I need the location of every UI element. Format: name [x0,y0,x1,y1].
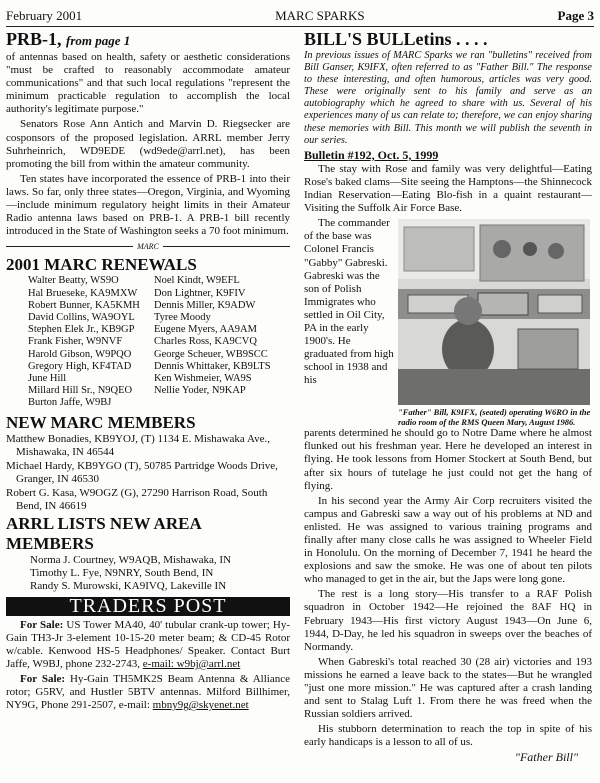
bulletin-paragraph: The stay with Rose and family was very delightful—Eating Rose's baked clams—Site seeing the Hamptons—the Shinnecock Indian Reservation—Eating Blo-fish in a quaint restaurant—Visiting the Suffolk Air Force Base. [304,162,592,215]
renewal-name: Tyree Moody [154,312,211,324]
renewal-name: Robert Bunner, KA5KMH [28,299,140,311]
new-members-heading: NEW MARC MEMBERS [6,412,196,432]
endmark-rule [6,246,133,247]
wrap-text-column [304,217,394,427]
bulletin-paragraph: The rest is a long story—His transfer to a RAF Polish squadron in October 1942—He rejoined the 8AF HQ in February 1943—His first victory August 1943—On June 6, 1944, D-Day, he led his squadron in sweeps over the beaches of Normandy. [304,588,592,653]
renewal-name: Noel Kindt, W9EFL [154,275,240,287]
endmark-text: MARC [137,242,159,252]
for-sale-ad [6,673,290,712]
page-number: Page 3 [557,8,594,23]
renewal-name: Don Lightner, K9FIV [154,287,246,299]
email-link[interactable]: e-mail: w9bj@arrl.net [142,657,241,670]
renewal-name: David Collins, WA9OYL [28,312,135,324]
renewal-name: Dennis Whittaker, KB9LTS [154,360,271,372]
endmark-rule [163,246,290,247]
photo-wrap [304,217,592,427]
radio-room-photo-art [398,219,590,405]
for-sale-text: US Tower MA40, 40' tubular crank-up tower; Hy-Gain TH3-Jr 3-element 10-15-20 meter beam; & CD-45 Rotor w/cable. Kenwood HS-5 Headphones/ Speaker. Contact Burt Jaffe, W9BJ, phone 232-2743, [6,618,291,670]
renewal-name: Dennis Miller, K9ADW [154,299,256,311]
new-member-entry: Robert G. Kasa, W9OGZ (G), 27290 Harrison Road, South Bend, IN 46619 [6,487,268,513]
renewals-heading: 2001 MARC RENEWALS [6,255,197,275]
arrl-member: Randy S. Murowski, KA9IVQ, Lakeville IN [30,580,227,593]
traders-post-banner: TRADERS POST [6,597,290,615]
renewal-name: Walter Beatty, WS9O [28,275,119,287]
prb1-paragraph: of antennas based on health, safety or aesthetic considerations "must be crafted to reasonably accommodate amateur communications" and that such local regulations "represent the minimum practicable regulation to accomplish the local authority's legitimate purpose." [6,51,290,116]
bulletins-heading: BILL'S BULLetins . . . . [304,29,488,49]
radio-room-photo [398,219,590,405]
renewal-name: Nellie Yoder, N9KAP [154,385,246,397]
renewal-name: George Scheuer, WB9SCC [154,348,268,360]
arrl-members-list [6,554,290,593]
bulletin-paragraph: When Gabreski's total reached 30 (28 air) victories and 193 missions he earned a leave back to the states—But he wrangled "just one more mission." He was captured after a crash landing and sent to Stalag Luft 1. From there he was freed when the Russian soldiers arrived. [304,655,592,721]
bulletin-paragraph: His stubborn determination to reach the top in spite of his early handicaps is a lesson to all of us. [304,723,592,749]
arrl-heading: ARRL LISTS NEW AREA MEMBERS [6,514,201,554]
renewal-name: Hal Brueseke, KA9MXW [28,287,138,299]
photo-block [398,217,592,427]
bulletins-intro: In previous issues of MARC Sparks we ran "bulletins" received from Bill Ganser, K9IFX, often referred to as "Father Bill." The response to these interesting, and often humorous, articles was very good. These were originally sent to his family and serve as an autobiography which he agreed to share with us. Several of his experiences many of us can relate to; therefore, we can enjoy sharing these memories with Bill. This month we will publish the seventh in our series. [304,50,592,146]
photo-caption: "Father" Bill, K9IFX, (seated) operating W6RO in the radio room of the RMS Queen Mary, August 1986. [398,407,591,428]
renewal-name: Harold Gibson, W9PQO [28,348,132,360]
arrl-member: Timothy L. Fye, N9NRY, South Bend, IN [30,567,214,580]
renewal-name: Eugene Myers, AA9AM [154,324,257,336]
bulletin-paragraph: In his second year the Army Air Corp recruiters visited the campus and Gabreski saw a way out of his problems at ND and enlisted. He was assigned to various training programs and finally after many close calls he was assigned to Wheeler Field in Honolulu. On the morning of December 7, 1941 he heard the explosions and saw the smoke. He was one of about ten pilots who managed to get in the air, but the Japs were long gone. [304,494,592,586]
prb1-continued: from page 1 [66,33,131,48]
renewals-col-2 [154,275,304,409]
publication-name: MARC SPARKS [275,8,365,23]
renewal-name: June Hill [28,373,67,385]
article-endmark [6,240,290,253]
new-member-entry: Matthew Bonadies, KB9YOJ, (T) 1134 E. Mishawaka Ave., Mishawaka, IN 46544 [6,432,270,458]
renewal-name: Gregory High, KF4TAD [28,360,132,372]
renewal-name: Millard Hill Sr., N9QEO [28,385,133,397]
bulletin-paragraph: parents determined he should go to Notre Dame where he almost flunked out his freshman year. Here he developed an interest in flying. He took lessons from Homer Stockert at South Bend, but after six hours of tutelage he just could not get the hang of flying. [304,427,592,492]
signature: "Father Bill" [514,750,578,765]
renewal-name: Burton Jaffe, W9BJ [28,397,112,409]
prb1-heading [6,30,290,50]
email-link[interactable]: mbny9g@skyenet.net [152,699,249,712]
renewal-name: Stephen Elek Jr., KB9GP [28,324,135,336]
new-member-entry: Michael Hardy, KB9YGO (T), 50785 Partridge Woods Drive, Granger, IN 46530 [6,459,278,485]
renewals-list [6,275,290,409]
bulletin-number: Bulletin #192, Oct. 5, 1999 [304,147,439,162]
renewals-col-1 [28,275,154,409]
arrl-member: Norma J. Courtney, W9AQB, Mishawaka, IN [30,554,232,567]
renewal-name: Ken Wishmeier, WA9S [154,373,252,385]
prb1-paragraph: Senators Rose Ann Antich and Marvin D. Riegsecker are cosponsors of the proposed legislation. ARRL member Jerry Suhrheinrich, WD9EDE (wd9ede@arrl.net), has been promoting the bill from within the amateur community. [6,118,290,170]
prb1-title: PRB-1, [6,29,62,49]
renewal-name: Frank Fisher, W9NVF [28,336,123,348]
running-header [6,6,594,27]
bulletin-paragraph: The commander of the base was Colonel Francis "Gabby" Gabreski. Gabreski was the son of Polish Immigrates who settled in Oil City, PA in the early 1900's. He graduated from high school in 1938 and his [304,217,394,387]
renewal-name: Charles Ross, KA9CVQ [154,336,257,348]
for-sale-label: For Sale: [20,618,64,631]
for-sale-text: Hy-Gain TH5MK2S Beam Antenna & Alliance rotor; G5RV, and Hustler 5BTV antennas. Milford Billhimer, NY9G, Phone 291-2507, e-mail: [6,672,290,712]
for-sale-label: For Sale: [20,672,66,685]
right-column [304,30,592,765]
prb1-paragraph: Ten states have incorporated the essence of PRB-1 into their laws. So far, only three states—Oregon, Virginia, and Wyoming—include minimum regulatory height limits in their Amateur Radio antenna laws based on PRB-1. A PRB-1 bill recently introduced in the State of Washington seeks a 70 foot minimum. [6,172,290,238]
issue-date: February 2001 [6,8,83,23]
for-sale-ad [6,619,290,671]
left-column [6,30,290,714]
